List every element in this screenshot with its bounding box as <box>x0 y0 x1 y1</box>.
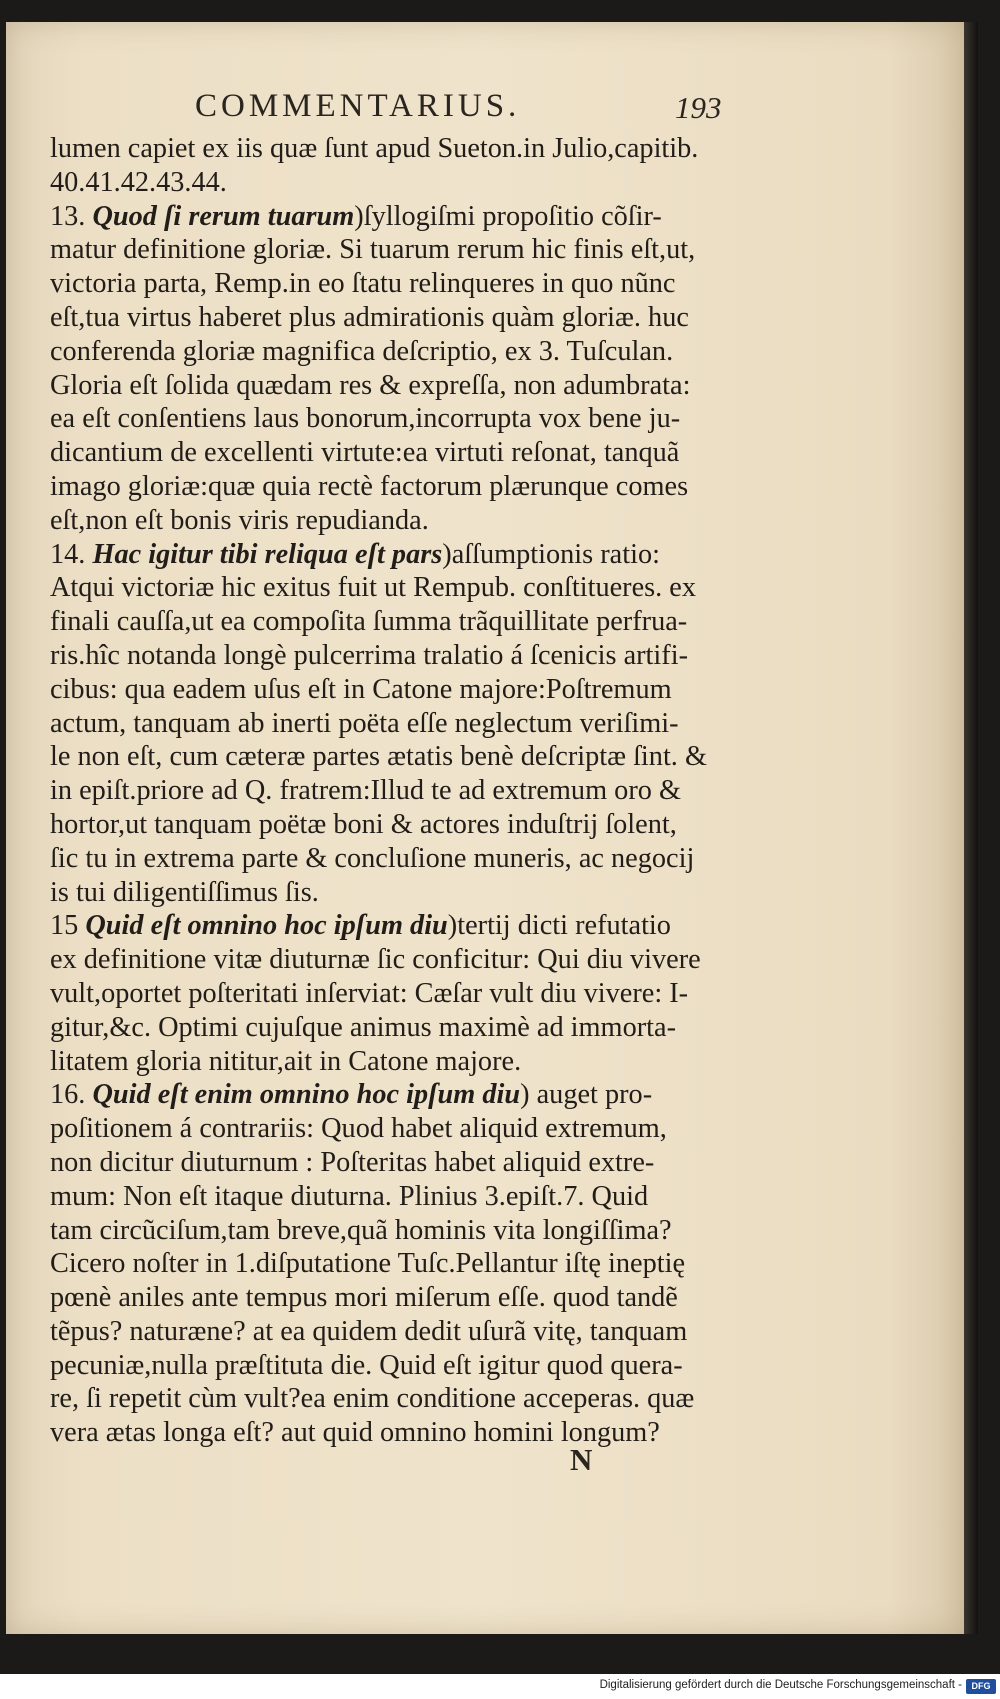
page-number: 193 <box>675 90 722 125</box>
digitization-footer <box>0 1674 1000 1699</box>
line-text: poſitionem á contrariis: Quod habet aliquid extremum, <box>50 1113 667 1145</box>
note-number: 15 <box>50 910 79 942</box>
commentary-text <box>50 132 718 1450</box>
lemma: Quid eſt omnino hoc ipſum diu <box>85 910 448 942</box>
text-line <box>50 301 718 335</box>
line-text: vera ætas longa eſt? aut quid omnino homini longum? <box>50 1417 660 1449</box>
text-line <box>50 1011 718 1045</box>
text-line <box>50 774 718 808</box>
line-text: Cicero noſter in 1.diſputatione Tuſc.Pellantur iſtę ineptię <box>50 1248 686 1280</box>
line-text: in epiſt.priore ad Q. fratrem:Illud te ad extremum oro & <box>50 775 681 807</box>
line-text: conferenda gloriæ magnifica deſcriptio, ex 3. Tuſculan. <box>50 335 674 367</box>
text-line <box>50 233 718 267</box>
text-line <box>50 673 718 707</box>
lemma: Quod ſi rerum tuarum <box>92 200 355 232</box>
text-line <box>50 605 718 639</box>
line-text: lumen capiet ex iis quæ ſunt apud Sueton.in Julio,capitib. <box>50 133 699 164</box>
text-line <box>50 1281 718 1315</box>
line-text: pœnè aniles ante tempus mori miſerum eſſe. quod tandẽ <box>50 1282 678 1314</box>
text-line <box>50 538 718 572</box>
text-line <box>50 707 718 741</box>
line-text: victoria parta, Remp.in eo ſtatu relinqueres in quo nũnc <box>50 268 676 300</box>
text-line <box>50 1247 718 1281</box>
text-line <box>50 842 718 876</box>
text-line <box>50 1146 718 1180</box>
text-line <box>50 369 718 403</box>
line-text: )tertij dicti refutatio <box>447 910 671 942</box>
text-line <box>50 470 718 504</box>
text-line <box>50 1078 718 1112</box>
line-text: ea eſt conſentiens laus bonorum,incorrupta vox bene ju- <box>50 403 681 435</box>
text-line <box>50 166 718 200</box>
line-text: )ſyllogiſmi propoſitio cõſir- <box>354 200 662 232</box>
line-text: cibus: qua eadem uſus eſt in Catone majore:Poſtremum <box>50 673 672 705</box>
note-number: 13. <box>50 200 86 232</box>
text-line <box>50 1315 718 1349</box>
line-text: Gloria eſt ſolida quædam res & expreſſa, non adumbrata: <box>50 369 691 401</box>
text-line <box>50 943 718 977</box>
line-text: finali cauſſa,ut ea compoſita ſumma trãquillitate perfrua- <box>50 606 688 638</box>
line-text: 40.41.42.43.44. <box>50 166 227 198</box>
text-line <box>50 909 718 943</box>
line-text: non dicitur diuturnum : Poſteritas habet aliquid extre- <box>50 1146 655 1178</box>
line-text: pecuniæ,nulla præſtituta die. Quid eſt igitur quod quera- <box>50 1349 683 1381</box>
text-line <box>50 571 718 605</box>
lemma: Hac igitur tibi reliqua eſt pars <box>92 538 443 570</box>
text-line <box>50 504 718 538</box>
text-line <box>50 1416 718 1450</box>
text-line <box>50 876 718 910</box>
text-line <box>50 740 718 774</box>
text-line <box>50 1180 718 1214</box>
line-text: re, ſi repetit cùm vult?ea enim conditione acceperas. quæ <box>50 1383 695 1415</box>
line-text: imago gloriæ:quæ quia rectè factorum plærunque comes <box>50 470 689 502</box>
line-text: vult,oportet poſteritati inſerviat: Cæſar vult diu vivere: I- <box>50 977 689 1009</box>
line-text: hortor,ut tanquam poëtæ boni & actores induſtrij ſolent, <box>50 808 677 840</box>
signature-mark: N <box>570 1442 593 1477</box>
text-line <box>50 639 718 673</box>
text-line <box>50 1382 718 1416</box>
text-line <box>50 335 718 369</box>
text-line <box>50 1112 718 1146</box>
line-text: is tui diligentiſſimus ſis. <box>50 876 319 908</box>
running-header: COMMENTARIUS. <box>195 88 521 124</box>
text-line <box>50 200 718 234</box>
text-line <box>50 267 718 301</box>
text-line <box>50 1349 718 1383</box>
text-line <box>50 436 718 470</box>
line-text: litatem gloria nititur,ait in Catone majore. <box>50 1045 522 1077</box>
line-text: ris.hîc notanda longè pulcerrima tralatio á ſcenicis artifi- <box>50 639 688 671</box>
line-text: )aſſumptionis ratio: <box>442 538 660 570</box>
dfg-logo[interactable]: DFG <box>966 1679 996 1694</box>
text-line <box>50 1214 718 1248</box>
line-text: eſt,tua virtus haberet plus admirationis quàm gloriæ. huc <box>50 301 689 333</box>
note-number: 14. <box>50 538 86 570</box>
line-text: gitur,&c. Optimi cujuſque animus maximè ad immorta- <box>50 1011 676 1043</box>
line-text: ) auget pro- <box>520 1079 653 1111</box>
lemma: Quid eſt enim omnino hoc ipſum diu <box>92 1079 521 1111</box>
page-edge-shadow <box>964 22 978 1634</box>
line-text: dicantium de excellenti virtute:ea virtuti reſonat, tanquã <box>50 437 680 469</box>
line-text: Atqui victoriæ hic exitus fuit ut Rempub. conſtitueres. ex <box>50 572 697 604</box>
line-text: ex definitione vitæ diuturnæ ſic conficitur: Qui diu vivere <box>50 944 701 976</box>
text-line <box>50 808 718 842</box>
line-text: tẽpus? naturæne? at ea quidem dedit uſurã vitę, tanquam <box>50 1315 688 1347</box>
note-number: 16. <box>50 1079 86 1111</box>
line-text: mum: Non eſt itaque diuturna. Plinius 3.epiſt.7. Quid <box>50 1180 649 1212</box>
line-text: matur definitione gloriæ. Si tuarum rerum hic finis eſt,ut, <box>50 234 696 266</box>
funding-credit: Digitalisierung gefördert durch die Deutsche Forschungsgemeinschaft - <box>599 1679 962 1691</box>
text-line <box>50 977 718 1011</box>
line-text: ſic tu in extrema parte & concluſione muneris, ac negocij <box>50 842 695 874</box>
text-line <box>50 402 718 436</box>
line-text: tam circũciſum,tam breve,quã hominis vita longiſſima? <box>50 1214 672 1246</box>
text-line <box>50 1045 718 1079</box>
text-line <box>50 132 718 166</box>
line-text: eſt,non eſt bonis viris repudianda. <box>50 504 429 536</box>
line-text: le non eſt, cum cæteræ partes ætatis benè deſcriptæ ſint. & <box>50 741 707 773</box>
line-text: actum, tanquam ab inerti poëta eſſe neglectum veriſimi- <box>50 707 679 739</box>
